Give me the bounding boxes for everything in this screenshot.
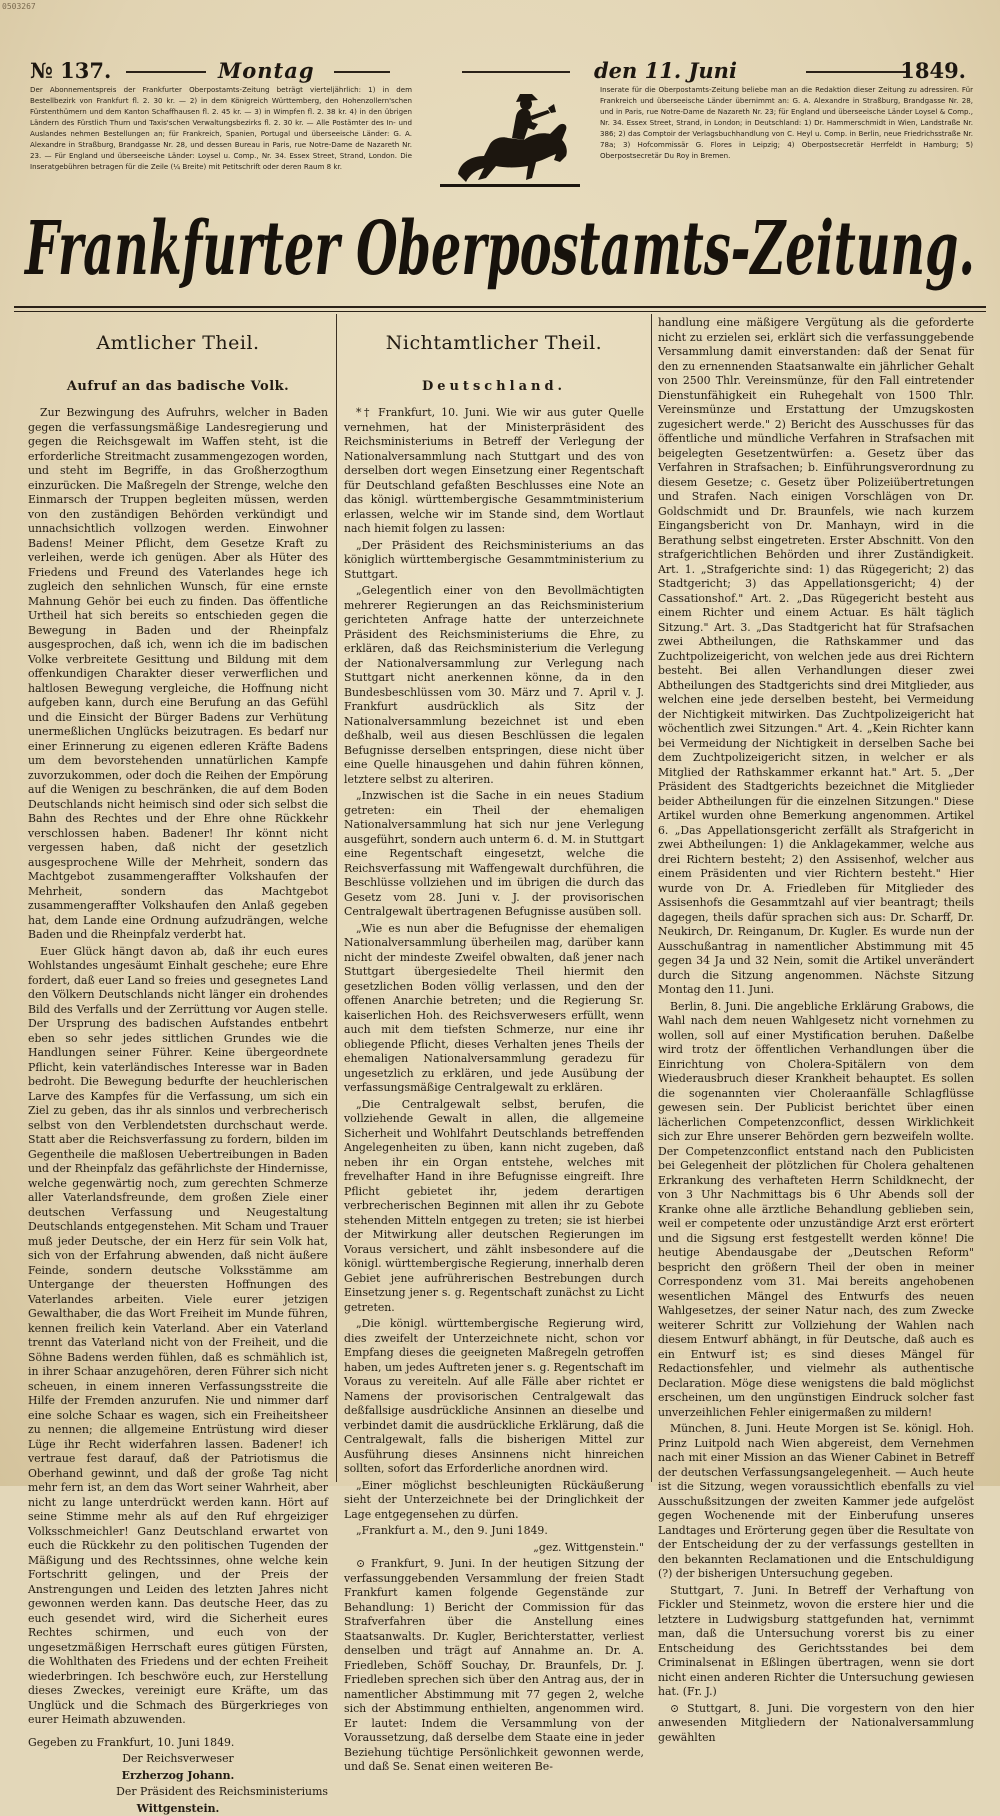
issue-number: № 137. bbox=[30, 58, 111, 83]
postal-rider-emblem bbox=[420, 82, 600, 202]
article-heading-appeal: Aufruf an das badische Volk. bbox=[28, 378, 328, 396]
column-continued bbox=[658, 316, 974, 1482]
weekday: Montag bbox=[218, 58, 315, 83]
dateline-rule bbox=[126, 71, 206, 73]
article-paragraph: ⊙ Frankfurt, 9. Juni. In der heutigen Sitzung der verfassunggebenden Versammlung der freien Stadt Frankfurt kamen folgende Gegenstände zur Behandlung: 1) Bericht der Commission für das Strafverfahren über die Anstellung eines Staatsanwalts. Dr. Kugler, Berichterstatter, verliest denselben und trägt auf Annahme an. Dr. A. Friedleben, Schöff Souchay, Dr. Braunfels, Dr. J. Friedleben sprechen sich über den Antrag aus, der in namentlicher Abstimmung mit 77 gegen 2, welche sich der Abstimmung enthielten, angenommen wird. Er lautet: Indem die Versammlung von der Voraussetzung, daß derselbe dem Staate eine in jeder Beziehung tüchtige Persönlichkeit gewonnen werde, und daß Se. Senat einen weiteren Be- bbox=[344, 1557, 644, 1775]
dateline-rule bbox=[806, 71, 906, 73]
article-paragraph: *† Frankfurt, 10. Juni. Wie wir aus guter Quelle vernehmen, hat der Ministerpräsident des Reichsministeriums in Betreff der Verlegung der Nationalversammlung nach Stuttgart und des von derselben dort wegen Einsetzung einer Regentschaft für Deutschland gefaßten Beschlusses eine Note an das königl. württembergische Gesammtministerium erlassen, welche wir im Stande sind, dem Wortlaut nach hiemit folgen zu lassen: bbox=[344, 406, 644, 537]
article-paragraph: Euer Glück hängt davon ab, daß ihr euch eures Wohlstandes ungesäumt Einhalt geschehe; eure Ehre fordert, daß euer Land so freies und gesegnetes Land den Völkern Deutschlands nicht länger ein drohendes Bild des Verfalls und der Zerrüttung vor Augen stelle. Der Ursprung des badischen Aufstandes entbehrt eben so sehr jedes sittlichen Grundes wie die Handlungen seiner Führer. Keine übergeordnete Pflicht, kein vaterländisches Interesse war in Baden bedroht. Die Bewegung bedurfte der heuchlerischen Larve des Kampfes für die Verfassung, um sich ein Ziel zu geben, das ihr als sinnlos und verbrecherisch selbst von den Verblendetsten durchschaut werde. Statt aber die Reichsverfassung zu fordern, bilden im Gegentheile die maßlosen Uebertreibungen in Baden und der Rheinpfalz das gefährlichste der Hindernisse, welche gegenwärtig noch, zum gerechten Schmerze aller Vaterlandsfreunde, dem großen Ziele einer deutschen Verfassung und Neugestaltung Deutschlands entgegenstehen. Mit Scham und Trauer muß jeder Deutsche, der ein Herz für sein Volk hat, sich von der Erfahrung abwenden, daß nicht äußere Feinde, sondern deutsche Volksstämme am Untergange der theuersten Hoffnungen des Vaterlandes arbeiten. Viele eurer jetzigen Gewalthaber, die das Wort Freiheit im Munde führen, kennen freilich kein Vaterland. Aber ein Vaterland trennt das Vaterland nicht von der Freiheit, und die Söhne Badens werden fühlen, daß es schmählich ist, in ihrer Schaar anzugehören, deren Führer sich nicht scheuen, in einem inneren Verfassungsstreite die Hilfe der Fremden anzurufen. Nie und nimmer darf eine solche Schaar es wagen, sich ein Freiheitsheer zu nennen; die allgemeine Entrüstung wird dieser Lüge ihr Recht widerfahren lassen. Badener! ich vertraue fest darauf, daß der Patriotismus die Oberhand gewinnt, und daß der große Tag nicht mehr fern ist, an dem das Wort seiner Wahrheit, aber nicht zu lange unterdrückt werden kann. Hört auf seine Stimme mehr als auf den Ruf ehrgeiziger Volksschmeichler! Ganz Deutschland erwartet von euch die Rückkehr zu den politischen Tugenden der Mäßigung und des Rechtssinnes, ohne welche kein Fortschritt gelingen, und der Preis der Anstrengungen und Leiden des letzten Jahres nicht gewonnen werden kann. Das deutsche Heer, das zu euch gesendet wird, wird die Sicherheit eures Rechtes schirmen, und euch von der ungesetzmäßigen Herrschaft eures gütigen Fürsten, die Wohlthaten des Friedens und der echten Freiheit wiederbringen. Ich beschwöre euch, zur Herstellung dieses Zweckes, vereinigt eure Kräfte, um das Unglück und die Schmach des Bürgerkrieges von eurer Heimath abzuwenden. bbox=[28, 945, 328, 1728]
column-unofficial bbox=[344, 316, 644, 1482]
article-paragraph: „Der Präsident des Reichsministeriums an das königlich württembergische Gesammtministerium zu Stuttgart. bbox=[344, 539, 644, 583]
signature-name: Erzherzog Johann. bbox=[28, 1769, 328, 1784]
dateline-rule bbox=[462, 71, 570, 73]
article-paragraph: „Wie es nun aber die Befugnisse der ehemaligen Nationalversammlung überheilen mag, darüber kann nicht der mindeste Zweifel obwalten, daß jener nach Stuttgart übergesiedelte Theil hiermit den gesetzlichen Boden völlig verlassen, und den der offenen Anarchie betreten; und die Regierung Sr. kaiserlichen Hoh. des Reichsverwesers erfüllt, wenn auch mit dem tiefsten Schmerze, nur eine ihr obliegende Pflicht, dieses Verhalten jenes Theils der ehemaligen Nationalversammlung geradezu für ungesetzlich zu erklären, und jede Ausübung der verfassungsmäßige Centralgewalt zu erklären. bbox=[344, 922, 644, 1096]
article-paragraph: „Die Centralgewalt selbst, berufen, die vollziehende Gewalt in allen, die allgemeine Sicherheit und Wohlfahrt Deutschlands betreffenden Angelegenheiten zu üben, kann nicht zugeben, daß neben ihr ein Organ entstehe, welches mit frevelhafter Hand in ihre Befugnisse eingreift. Ihre Pflicht gebietet ihr, jedem derartigen verbrecherischen Beginnen mit allen ihr zu Gebote stehenden Mitteln entgegen zu treten; sie ist hierbei der Mitwirkung aller deutschen Regierungen im Voraus versichert, und zählt insbesondere auf die königl. württembergische Regierung, innerhalb deren Gebiet jene aufrührerischen Bestrebungen durch Einsetzung jener s. g. Regentschaft zunächst zu Licht getreten. bbox=[344, 1098, 644, 1316]
column-divider bbox=[336, 314, 337, 1482]
issue-year: 1849. bbox=[900, 58, 966, 83]
minister-title: Der Präsident des Reichsministeriums bbox=[28, 1785, 328, 1800]
dateline-rule bbox=[334, 71, 390, 73]
article-paragraph: „Inzwischen ist die Sache in ein neues Stadium getreten: ein Theil der ehemaligen Nationalversammlung hat sich nur jene Verlegung ausgeführt, sondern auch unterm 6. d. M. in Stuttgart eine Regentschaft eingesetzt, welche die Reichsverfassung mit Waffengewalt durchführen, die Beschlüsse vollziehen und im übrigen die durch das Gesetz vom 28. Juni v. J. der provisorischen Centralgewalt übertragenen Befugnisse ausüben soll. bbox=[344, 789, 644, 920]
issue-date: den 11. Juni bbox=[594, 58, 737, 83]
article-heading-germany: Deutschland. bbox=[344, 378, 644, 396]
article-signature: „gez. Wittgenstein." bbox=[344, 1541, 644, 1556]
subscription-notice: Der Abonnementspreis der Frankfurter Oberpostamts-Zeitung beträgt vierteljährlich: 1) in dem Bestellbezirk von Frankfurt fl. 2. 30 kr. — 2) in dem Königreich Württemberg, den Hohenzollern'schen Fürstenthümern und dem Kanton Schaffhausen fl. 2. 45 kr. — 3) in Wimpfen fl. 2. 38 kr. 4) in den übrigen Ländern des Fürstlich Thurn und Taxis'schen Verwaltungsbezirks fl. 2. 30 kr. — Alle Postämter des In- und Auslandes nehmen Bestellungen an; für Frankreich, Spanien, Portugal und überseeische Länder: G. A. Alexandre in Straßburg, Brandgasse Nr. 28, und dessen Bureau in Paris, rue Notre-Dame de Nazareth Nr. 23. — Für England und überseeische Länder: Loysel u. Comp., Nr. 34. Essex Street, Strand, London. Die Inseratgebühren betragen für die Zeile (¼ Breite) mit Petitschrift oder deren Raum 8 kr. bbox=[30, 84, 412, 172]
header-rule bbox=[14, 306, 986, 312]
article-paragraph: „Gelegentlich einer von den Bevollmächtigten mehrerer Regierungen an das Reichsministerium gerichteten Anfrage hatte der unterzeichnete Präsident des Reichsministeriums die Ehre, zu erklären, daß das Reichsministerium die Verlegung der Nationalversammlung zur Verlegung nach Stuttgart nicht anerkennen könne, da in den Bundesbeschlüssen vom 30. März und 7. April v. J. Frankfurt ausdrücklich als Sitz der Nationalversammlung bezeichnet ist und eben deßhalb, weil aus diesen Beschlüssen die legalen Befugnisse derselben entspringen, diese nicht über eine Quelle hinausgehen und dahin führen können, letztere selbst zu alteriren. bbox=[344, 584, 644, 787]
article-paragraph: handlung eine mäßigere Vergütung als die geforderte nicht zu erzielen sei, erklärt sich die verfassunggebende Versammlung damit einverstanden: daß der Senat für den zu ernennenden Staatsanwalte ein jährlicher Gehalt von 2500 Thlr. Vereinsmünze, für den Fall eintretender Dienstunfähigkeit ein Ruhegehalt von 1500 Thlr. Vereinsmünze und Erstattung der Umzugskosten zugesichert werde." 2) Bericht des Ausschusses für das öffentliche und mündliche Verfahren in Strafsachen mit beigelegten Gesetzentwürfen: a. Gesetz über das Verfahren in Strafsachen; b. Einführungsverordnung zu diesem Gesetze; c. Gesetz über Polizeiübertretungen und Strafen. Nach einigen Vorschlägen von Dr. Goldschmidt und Dr. Braunfels, wie nach kurzem Eingangsbericht von Dr. Manhayn, wird in die Berathung selbst eingetreten. Erster Abschnitt. Von den strafgerichtlichen Behörden und ihrer Zuständigkeit. Art. 1. „Strafgerichte sind: 1) das Rügegericht; 2) das Stadtgericht; 3) das Appellationsgericht; 4) der Cassationshof." Art. 2. „Das Rügegericht besteht aus einem Richter und einem Actuar. Es hält täglich Sitzung." Art. 3. „Das Stadtgericht hat für Strafsachen zwei Abtheilungen, die Rathskammer und das Zuchtpolizeigericht, von welchen jede aus drei Richtern besteht. Bei allen Verhandlungen dieser zwei Abtheilungen des Stadtgerichts sind drei Mitglieder, aus welchen eine jede derselben besteht, bei Vermeidung der Nichtigkeit mitwirken. Das Zuchtpolizeigericht hat wöchentlich zwei Sitzungen." Art. 4. „Kein Richter kann bei Vermeidung der Nichtigkeit in derselben Sache bei dem Zuchtpolizeigericht sitzen, in welcher er als Mitglied der Rathskammer erkannt hat." Art. 5. „Der Präsident des Stadtgerichts bezeichnet die Mitglieder beider Abtheilungen für die einzelnen Sitzungen." Diese Artikel wurden ohne Bemerkung angenommen. Artikel 6. „Das Appellationsgericht zerfällt als Strafgericht in zwei Abtheilungen: 1) die Anklagekammer, welche aus drei Richtern besteht; 2) den Assisenhof, welcher aus einem Präsidenten und vier Richtern besteht." Hier wurde von Dr. A. Friedleben für Mitglieder des Assisenhofs die Gesammtzahl auf vier beantragt; theils dagegen, theils dafür sprachen sich aus: Dr. Scharff, Dr. Neukirch, Dr. Reinganum, Dr. Kugler. Es wurde nun der Ausschußantrag in namentlicher Abstimmung mit 45 gegen 34 Ja und 32 Nein, somit die Artikel unverändert durch die Sitzung angenommen. Nächste Sitzung Montag den 11. Juni. bbox=[658, 316, 974, 998]
minister-name: Wittgenstein. bbox=[28, 1802, 328, 1816]
signature-title: Der Reichsverweser bbox=[28, 1752, 328, 1767]
article-paragraph: ⊙ Stuttgart, 8. Juni. Die vorgestern von den hier anwesenden Mitgliedern der Nationalversammlung gewählten bbox=[658, 1702, 974, 1746]
column-official bbox=[28, 316, 328, 1482]
newspaper-title-text: Frankfurter Oberpostamts-Zeitung. bbox=[24, 206, 975, 292]
section-heading-official: Amtlicher Theil. bbox=[28, 330, 328, 356]
scan-id: 0503267 bbox=[2, 2, 36, 11]
section-heading-unofficial: Nichtamtlicher Theil. bbox=[344, 330, 644, 356]
article-paragraph: Berlin, 8. Juni. Die angebliche Erklärung Grabows, die Wahl nach dem neuen Wahlgesetz nicht vornehmen zu wollen, soll auf einer Mystification beruhen. Daßelbe wird trotz der öffentlichen Verhandlungen über die Einrichtung von Cholera-Spitälern von dem Wiederausbruch dieser Krankheit behauptet. Es sollen die sogenannten vier Choleraanfälle Schlagflüsse gewesen sein. Der Publicist berichtet über einen lächerlichen Competenzconflict, dessen Wirklichkeit sich zur Ehre unserer Behörden gern bezweifeln wollte. Der Competenzconflict entstand nach den Publicisten bei Gelegenheit der plötzlichen für Cholera gehaltenen Erkrankung des verhafteten Herrn Schildknecht, der von 3 Uhr Nachmittags bis 6 Uhr Abends soll der Kranke ohne alle ärztliche Behandlung geblieben sein, weil er competente oder unzuständige Arzt erst erörtert und die Sigsung erst festgestellt werden könne! Die heutige Abendausgabe der „Deutschen Reform" bespricht den größern Theil der oben in meiner Correspondenz vom 31. Mai bereits angehobenen wesentlichen Mängel des Entwurfs des neuen Wahlgesetzes, der seiner Natur nach, des zum Zwecke weiterer Schritt zur Vollziehung der Wahlen nach diesem Entwurf abhängt, in für Deutsche, daß auch es ein Entwurf ist; es sind dieses Mängel für Redactionsfehler, und vielmehr als authentische Declaration. Möge diese wenigstens die bald möglichst erscheinen, um den ungünstigen Eindruck solcher fast unverzeihlichen Fehler einigermaßen zu mildern! bbox=[658, 1000, 974, 1421]
article-paragraph: München, 8. Juni. Heute Morgen ist Se. königl. Hoh. Prinz Luitpold nach Wien abgereist, dem Vernehmen nach mit einer Mission an das Wiener Cabinet in Betreff der deutschen Verfassungsangelegenheit. — Auch heute ist die Sitzung, wegen voraussichtlich ebenfalls zu viel Ausschußsitzungen der zweiten Kammer jede aufgelöst gegen Wochenende mit der Einberufung unseres Landtages und Erörterung gegen über die Resultate von der Entscheidung der zu der verfassungs gestellten in den bekannten Reclamationen und die Entschuldigung (?) der bisherigen Untersuchung gegeben. bbox=[658, 1422, 974, 1582]
newspaper-title bbox=[0, 196, 1000, 296]
article-paragraph: „Die königl. württembergische Regierung wird, dies zweifelt der Unterzeichnete nicht, schon vor Empfang dieses die geeigneten Maßregeln getroffen haben, um jedes Auftreten jener s. g. Regentschaft im Voraus zu vereiteln. Auf alle Fälle aber richtet er Namens der provisorischen Centralgewalt das deßfallsige ausdrückliche Ansinnen an dieselbe und verbindet damit die ausdrückliche Erklärung, daß die Centralgewalt, falls die bisherigen Mittel zur Ausführung dieses Ansinnens nicht hinreichen sollten, sofort das Erforderliche anordnen wird. bbox=[344, 1317, 644, 1477]
article-paragraph: „Einer möglichst beschleunigten Rückäußerung sieht der Unterzeichnete bei der Dringlichkeit der Lage entgegensehen zu dürfen. bbox=[344, 1479, 644, 1523]
advertising-notice: Inserate für die Oberpostamts-Zeitung beliebe man an die Redaktion dieser Zeitung zu adressiren. Für Frankreich und überseeische Länder übernimmt an: G. A. Alexandre in Straßburg, Brandgasse Nr. 28, und in Paris, rue Notre-Dame de Nazareth Nr. 23; für England und überseeische Länder Loysel & Comp., Nr. 34. Essex Street, Strand, in London; in Deutschland: 1) Dr. Hammerschmidt in Wien, Landstraße Nr. 386; 2) das Comptoir der Verlagsbuchhandlung von C. Heyl u. Comp. in Berlin, neue Friedrichsstraße Nr. 78a; 3) Hofcommissär G. Flores in Leipzig; 4) Oberpostsecretär Herrfeldt in Hamburg; 5) Oberpostsecretär Du Roy in Bremen. bbox=[600, 84, 973, 161]
date-line: Gegeben zu Frankfurt, 10. Juni 1849. bbox=[28, 1736, 328, 1751]
article-paragraph: Zur Bezwingung des Aufruhrs, welcher in Baden gegen die verfassungsmäßige Landesregierung und gegen die Reichsgewalt im Waffen steht, ist die erforderliche Streitmacht zusammengezogen worden, und steht im Begriffe, in das Großherzogthum einzurücken. Die Maßregeln der Strenge, welche den Einmarsch der Truppen begleiten müssen, werden von den zuständigen Behörden verkündigt und unnachsichtlich vollzogen werden. Einwohner Badens! Meiner Pflicht, dem Gesetze Kraft zu verleihen, werde ich genügen. Aber als Hüter des Friedens und Freund des Vaterlandes hege ich zugleich den sehnlichen Wunsch, für eine ernste Mahnung Gehör bei euch zu finden. Das öffentliche Urtheil hat sich bereits so entschieden gegen die Bewegung in Baden und der Rheinpfalz ausgesprochen, daß ich, wenn ich die im badischen Volke verbreitete Gesittung und Bildung mit dem offenkundigen Charakter dieser verwerflichen und haltlosen Bewegung vergleiche, die Hoffnung nicht aufgeben kann, durch eine Berufung an das Gefühl und die Einsicht der Bürger Badens zur Verhütung unermeßlichen Unglücks beizutragen. Es bedarf nur einer Erinnerung zu eigenen edleren Kräfte Badens um dem bevorstehenden unnatürlichen Kampfe zuvorzukommen, oder doch die Reihen der Empörung auf die Wenigen zu beschränken, die auf dem Boden Deutschlands nicht heimisch sind oder sich selbst die Bahn des Rechtes und der Ehre ohne Rückkehr verschlossen haben. Badener! Ihr könnt nicht vergessen haben, daß nicht der gesetzlich ausgesprochene Wille der Mehrheit, sondern das Machtgebot zusammengeraffter Volkshaufen der Mehrheit, sondern das Machtgebot zusammengeraffter Volkshaufen den Anlaß gegeben hat, dem Lande eine Ordnung aufzudrängen, welche Baden und die Rheinpfalz verderbt hat. bbox=[28, 406, 328, 943]
article-paragraph: Stuttgart, 7. Juni. In Betreff der Verhaftung von Fickler und Steinmetz, wovon die erstere hier und die letztere in Ludwigsburg stattgefunden hat, vernimmt man, daß die Untersuchung vorerst bis zu einer Entscheidung des Gerichtsstandes bei dem Criminalsenat in Eßlingen übertragen, wenn sie dort nicht einen anderen Richter die Untersuchung gewiesen hat. (Fr. J.) bbox=[658, 1584, 974, 1700]
article-paragraph: „Frankfurt a. M., den 9. Juni 1849. bbox=[344, 1524, 644, 1539]
column-divider bbox=[651, 314, 652, 1482]
